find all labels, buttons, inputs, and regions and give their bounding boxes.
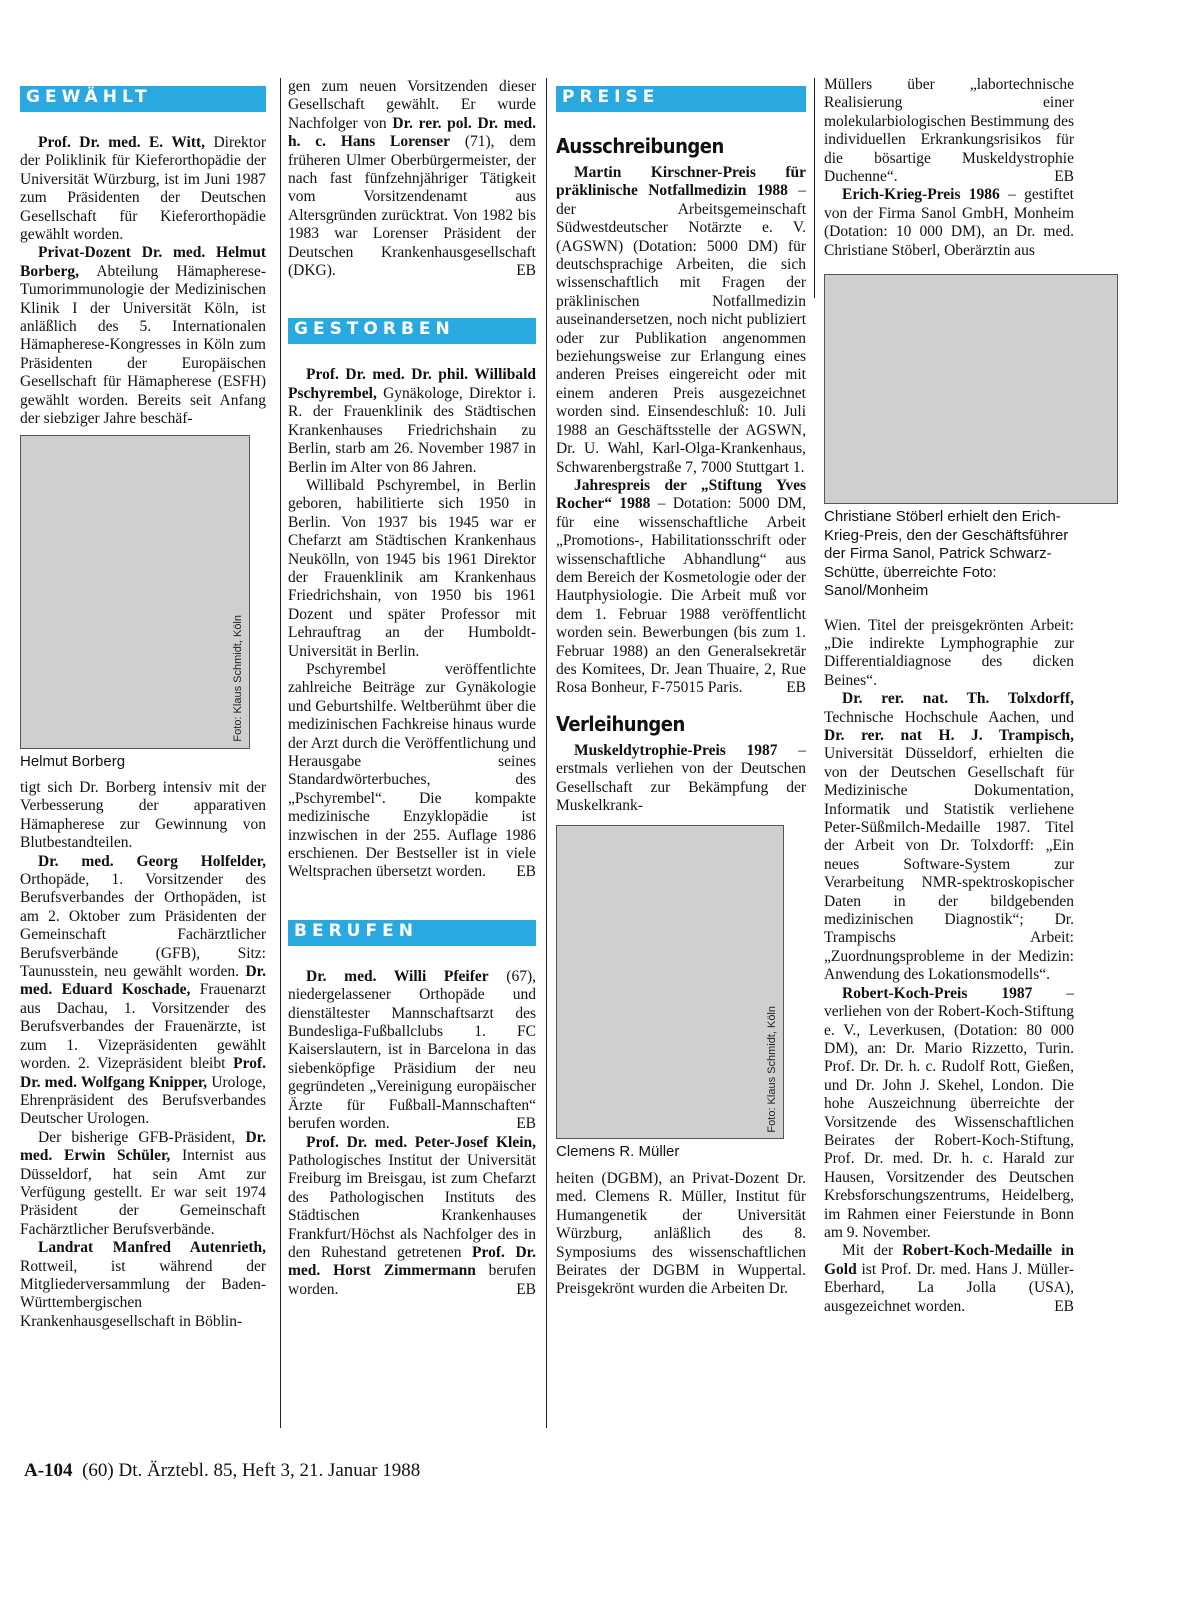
page-number: A-104 (24, 1460, 73, 1481)
section-title: GEWÄHLT (26, 87, 152, 107)
entry-klein: Prof. Dr. med. Peter-Josef Klein, Pathologisches Institut der Universität Freiburg im Breisgau, ist zum Chefarzt des Pathologischen Instituts des Städtischen Krankenhauses Frankfurt/Höchst als Nachfolger des in den Ruhestand getretenen Prof. Dr. med. Horst Zimmermann berufen worden. EB (288, 1133, 536, 1298)
entry-borberg-cont: tigt sich Dr. Borberg intensiv mit der Verbesserung der apparativen Hämapherese zur Gewinnung von Blutbestandteilen. (20, 779, 266, 852)
entry-kirschner: Martin Kirschner-Preis für präklinische Notfallmedizin 1988 – der Arbeitsgemeinschaft Südwestdeutscher Notärzte e. V. (AGSWN) (Dotation: 5000 DM) für deutschsprachige Arbeiten, die sich wissenschaftlich mit Fragen der präklinischen Notfallmedizin auseinandersetzen, noch nicht publiziert oder zur Publikation angenommen beziehungsweise zur Erlangung eines anderen Preises eingereicht oder mit einem anderen Preis ausgezeichnet worden sind. Einsendeschluß: 10. Juli 1988 an Geschäftsstelle der AGSWN, Dr. U. Wahl, Karl-Olga-Krankenhaus, Schwarenbergstraße 7, 7000 Stuttgart 1. (556, 164, 806, 476)
section-title: PREISE (562, 87, 660, 107)
section-title: GESTORBEN (294, 319, 455, 340)
entry-borberg: Privat-Dozent Dr. med. Helmut Borberg, Abteilung Hämapherese-Tumorimmunologie der Medizinischen Klinik I der Universität Köln, ist anläßlich des 5. Internationalen Hämapherese-Kongresses in Köln zum Präsidenten der Europäischen Gesellschaft für Hämapherese (ESFH) gewählt worden. Bereits seit Anfang der siebziger Jahre beschäf- (20, 244, 266, 428)
entry-autenrieth: Landrat Manfred Autenrieth, Rottweil, ist während der Mitgliederversammlung der Baden-Württembergischen Krankenhausgesellschaft in Böblin- (20, 1239, 266, 1330)
author-tag: EB (1054, 1297, 1074, 1315)
entry-krieg-cont: Wien. Titel der preisgekrönten Arbeit: „Die indirekte Lymphographie zur Differentialdiagnose des dicken Beines“. (824, 616, 1074, 689)
photo-mueller (556, 825, 784, 1139)
author-tag: EB (516, 1115, 536, 1133)
column-3 (556, 78, 806, 1299)
entry-krieg: Erich-Krieg-Preis 1986 – gestiftet von der Firma Sanol GmbH, Monheim (Dotation: 10 000 DM), an Dr. med. Christiane Stöberl, Oberärztin aus (824, 186, 1074, 259)
heading-ausschreibungen: Ausschreibungen (556, 134, 724, 158)
photo-stoeberl (824, 274, 1118, 504)
entry-pschyrembel-2: Willibald Pschyrembel, in Berlin geboren, habilitierte sich 1950 in Berlin. Von 1937 bis 1945 war er Chefarzt am Städtischen Krankenhaus Neukölln, von 1945 bis 1961 Direktor der Frauenklinik am Krankenhaus Friedrichshain, von 1950 bis 1961 Dozent und später Professor mit Lehrauftrag an der Humboldt-Universität in Berlin. (288, 476, 536, 660)
photo-credit: Foto: Klaus Schmidt, Köln (231, 614, 244, 742)
entry-schueler: Der bisherige GFB-Präsident, Dr. med. Erwin Schüler, Internist aus Düsseldorf, hat sein Amt zur Verfügung gestellt. Er war seit 1974 Präsident der Gemeinschaft Fachärztlicher Berufsverbände. (20, 1128, 266, 1238)
section-band-preise (556, 86, 806, 112)
entry-mueller-cont: Müllers über „labortechnische Realisierung einer molekularbiologischen Bestimmung des individuellen Erkrankungsrisikos für die bösartige Muskeldystrophie Duchenne“. EB (824, 76, 1074, 186)
entry-pschyrembel-3: Pschyrembel veröffentlichte zahlreiche Beiträge zur Gynäkologie und Geburtshilfe. Weltberühmt über die medizinischen Fachkreise hinaus wurde der Arzt durch die Veröffentlichung und Herausgabe seines Standardwörterbuches, des „Pschyrembel“. Die kompakte medizinische Enzyklopädie ist inzwischen in der 255. Auflage 1986 erschienen. Der Bestseller ist in viele Weltsprachen übersetzt worden. EB (288, 660, 536, 881)
entry-lorenser: gen zum neuen Vorsitzenden dieser Gesellschaft gewählt. Er wurde Nachfolger von Dr. rer. pol. Dr. med. h. c. Hans Lorenser (71), dem früheren Ulmer Oberbürgermeister, der nach fast fünfzehnjähriger Tätigkeit vom Vorsitzendenamt aus Altersgründen zurücktrat. Von 1982 bis 1983 war Lorenser Präsident der Deutschen Krankenhausgesellschaft (DKG). EB (288, 78, 536, 280)
journal-citation: (60) Dt. Ärztebl. 85, Heft 3, 21. Januar 1988 (82, 1460, 421, 1481)
photo-caption: Christiane Stöberl erhielt den Erich-Krieg-Preis, den der Geschäftsführer der Firma Sanol, Patrick Schwarz-Schütte, überreichte Foto: Sanol/Monheim (824, 508, 1069, 600)
section-band-berufen (288, 920, 536, 946)
entry-medaille: Mit der Robert-Koch-Medaille in Gold ist Prof. Dr. med. Hans J. Müller-Eberhard, La Jolla (USA), ausgezeichnet worden. EB (824, 1242, 1074, 1315)
column-rule (814, 78, 815, 298)
column-1 (20, 78, 266, 1331)
entry-pschyrembel: Prof. Dr. med. Dr. phil. Willibald Pschyrembel, Gynäkologe, Direktor i. R. der Frauenklinik des Städtischen Krankenhauses Friedrichshain zu Berlin, starb am 26. November 1987 in Berlin im Alter von 86 Jahren. (288, 366, 536, 476)
entry-muskel-cont: heiten (DGBM), an Privat-Dozent Dr. med. Clemens R. Müller, Institut für Humangenetik der Universität Würzburg, anläßlich des 8. Symposiums des wissenschaftlichen Beirates der DGBM in Wuppertal. Preisgekrönt wurden die Arbeiten Dr. (556, 1169, 806, 1298)
column-4 (824, 76, 1074, 1316)
section-band-gestorben (288, 318, 536, 344)
author-tag: EB (1054, 168, 1074, 186)
photo-caption: Clemens R. Müller (556, 1143, 680, 1161)
entry-witt: Prof. Dr. med. E. Witt, Direktor der Poliklinik für Kieferorthopädie der Universität Würzburg, ist im Juni 1987 zum Präsidenten der Deutschen Gesellschaft für Kieferorthopädie gewählt worden. (20, 134, 267, 244)
author-tag: EB (786, 679, 806, 697)
entry-muskel: Muskeldytrophie-Preis 1987 – erstmals verliehen von der Deutschen Gesellschaft zur Bekämpfung der Muskelkrank- (556, 741, 806, 814)
entry-tolxdorff: Dr. rer. nat. Th. Tolxdorff, Technische Hochschule Aachen, und Dr. rer. nat H. J. Trampisch, Universität Düsseldorf, erhielten die von der Deutschen Gesellschaft für Medizinische Dokumentation, Informatik und Statistik verliehene Peter-Süßmilch-Medaille 1987. Titel der Arbeit von Dr. Tolxdorff: „Ein neues Software-System zur Verarbeitung NMR-spektroskopischer Daten in der bildgebenden medizinischen Diagnostik“; Dr. Trampischs Arbeit: „Zuordnungsprobleme in der Medizin: Anwendung des Lokationsmodells“. (824, 690, 1074, 984)
section-title: BERUFEN (294, 920, 418, 941)
column-rule (280, 78, 281, 1428)
column-rule (546, 78, 547, 1428)
photo-credit: Foto: Klaus Schmidt, Köln (765, 1005, 778, 1133)
page-footer (24, 1460, 420, 1482)
photo-borberg (20, 435, 250, 749)
author-tag: EB (516, 262, 536, 280)
entry-holfelder: Dr. med. Georg Holfelder, Orthopäde, 1. Vorsitzender des Berufsverbandes der Orthopäden, ist am 2. Oktober zum Präsidenten der Gemeinschaft Fachärztlicher Berufsverbände (GFB), Sitz: Taunusstein, neu gewählt worden. Dr. med. Eduard Koschade, Frauenarzt aus Dachau, 1. Vorsitzender des Berufsverbandes der Frauenärzte, ist zum 1. Vizepräsidenten gewählt worden. 2. Vizepräsident bleibt Prof. Dr. med. Wolfgang Knipper, Urologe, Ehrenpräsident des Berufsverbandes Deutscher Urologen. (20, 852, 266, 1128)
author-tag: EB (516, 1280, 536, 1298)
author-tag: EB (516, 863, 536, 881)
heading-verleihungen: Verleihungen (556, 711, 685, 736)
photo-caption: Helmut Borberg (20, 752, 126, 770)
entry-koch: Robert-Koch-Preis 1987 – verliehen von der Robert-Koch-Stiftung e. V., Leverkusen, (Dotation: 80 000 DM), an: Dr. Mario Rizzetto, Turin. Prof. Dr. Dr. h. c. Rudolf Rott, Gießen, und Dr. John J. Skehel, London. Die hohe Auszeichnung überreichte der Vorsitzende des Wissenschaftlichen Beirates der Robert-Koch-Stiftung, Prof. Dr. med. Dr. h. c. Harald zur Hausen, Vorsitzender des Deutschen Krebsforschungszentrums, Heidelberg, im Rahmen einer Feierstunde in Bonn am 9. November. (824, 984, 1074, 1241)
column-2 (288, 78, 536, 1299)
entry-pfeifer: Dr. med. Willi Pfeifer (67), niedergelassener Orthopäde und dienstältester Mannschaftsarzt des Bundesliga-Fußballclubs 1. FC Kaiserslautern, ist in Barcelona in das siebenköpfige Präsidium der neu gegründeten „Vereinigung europäischer Ärzte für Fußball-Mannschaften“ berufen worden. EB (288, 967, 536, 1133)
entry-rocher: Jahrespreis der „Stiftung Yves Rocher“ 1988 – Dotation: 5000 DM, für eine wissenschaftliche Arbeit „Promotions-, Habilitationsschrift oder wissenschaftliche Abhandlung“ aus dem Bereich der Kosmetologie oder der Hautphysiologie. Die Arbeit muß vor dem 1. Februar 1988 veröffentlicht worden sein. Bewerbungen (bis zum 1. Februar 1988) an den Generalsekretär des Komitees, Dr. Jean Thuaire, 2, Rue Rosa Bonheur, F-75015 Paris. EB (556, 476, 807, 697)
section-band-gewaehlt (20, 86, 266, 112)
